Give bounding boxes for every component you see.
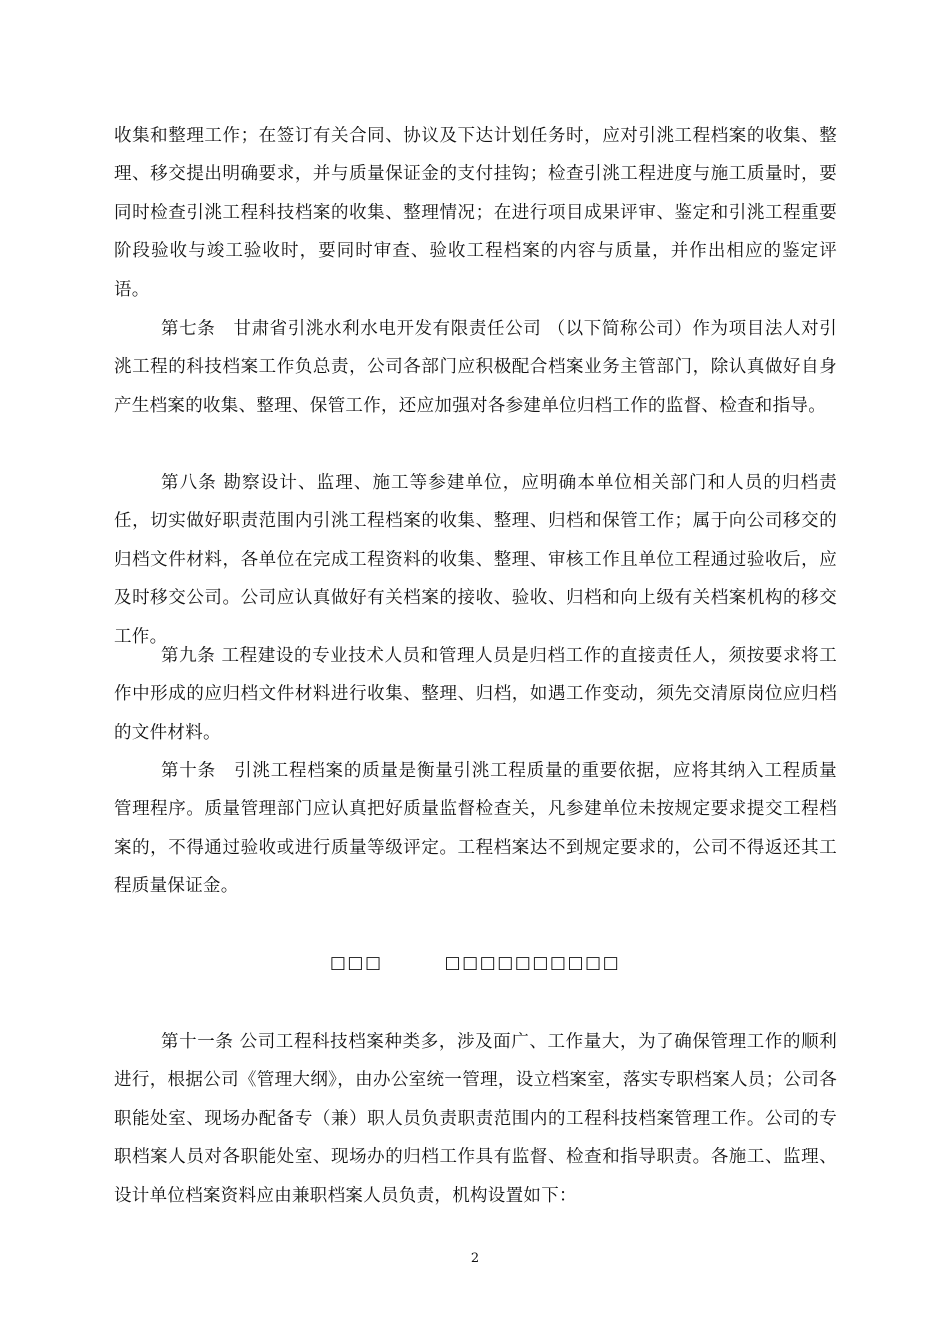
- paragraph-continuation: 收集和整理工作；在签订有关合同、协议及下达计划任务时，应对引洮工程档案的收集、整理、移交提出明确要求，并与质量保证金的支付挂钩；检查引洮工程进度与施工质量时，要同时检查引洮工程科技档案的收集、整理情况；在进行项目成果评审、鉴定和引洮工程重要阶段验收与竣工验收时，要同时审查、验收工程档案的内容与质量，并作出相应的鉴定评语。: [114, 126, 837, 300]
- paragraph-article-11: 第十一条 公司工程科技档案种类多，涉及面广、工作量大，为了确保管理工作的顺利进行，根据公司《管理大纲》，由办公室统一管理，设立档案室，落实专职档案人员；公司各职能处室、现场办配备专（兼）职人员负责职责范围内的工程科技档案管理工作。公司的专职档案人员对各职能处室、现场办的归档工作具有监督、检查和指导职责。各施工、监理、设计单位档案资料应由兼职档案人员负责，机构设置如下：: [114, 1032, 837, 1206]
- section-heading-number: □□□: [329, 953, 383, 973]
- paragraph-article-10: 第十条 引洮工程档案的质量是衡量引洮工程质量的重要依据，应将其纳入工程质量管理程序。质量管理部门应认真把好质量监督检查关，凡参建单位未按规定要求提交工程档案的，不得通过验收或进行质量等级评定。工程档案达不到规定要求的，公司不得返还其工程质量保证金。: [114, 761, 837, 897]
- paragraph-article-7: 第七条 甘肃省引洮水利水电开发有限责任公司 （以下简称公司）作为项目法人对引洮工程的科技档案工作负总责，公司各部门应积极配合档案业务主管部门，除认真做好自身产生档案的收集、整理、保管工作，还应加强对各参建单位归档工作的监督、检查和指导。: [114, 319, 837, 416]
- page-number: 2: [470, 1251, 480, 1266]
- section-heading: [0, 950, 950, 976]
- section-heading-title: □□□□□□□□□□: [444, 953, 621, 973]
- paragraph-article-9: 第九条 工程建设的专业技术人员和管理人员是归档工作的直接责任人，须按要求将工作中形成的应归档文件材料进行收集、整理、归档，如遇工作变动，须先交清原岗位应归档的文件材料。: [114, 646, 837, 743]
- paragraph-article-8: 第八条 勘察设计、监理、施工等参建单位，应明确本单位相关部门和人员的归档责任，切实做好职责范围内引洮工程档案的收集、整理、归档和保管工作；属于向公司移交的归档文件材料，各单位在完成工程资料的收集、整理、审核工作且单位工程通过验收后，应及时移交公司。公司应认真做好有关档案的接收、验收、归档和向上级有关档案机构的移交工作。: [114, 473, 837, 647]
